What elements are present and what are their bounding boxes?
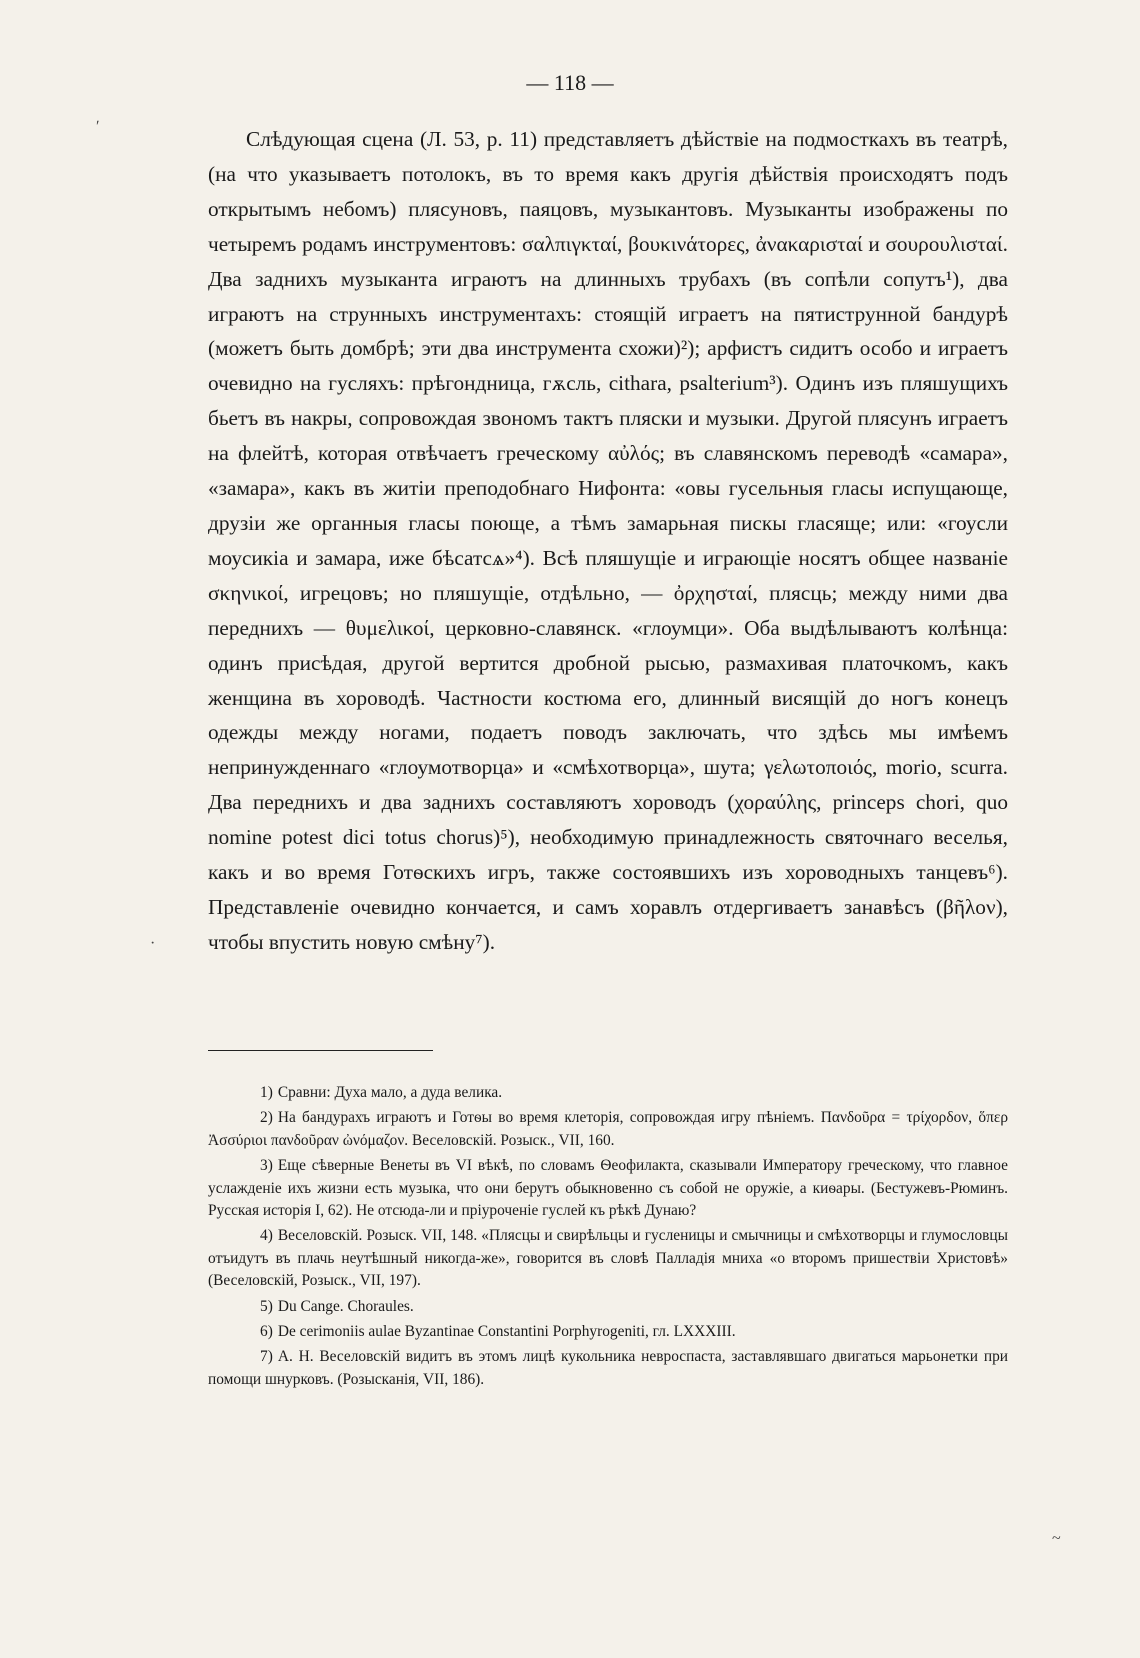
footnote-text: Du Cange. Choraules. <box>277 1297 414 1315</box>
footnote-text: De cerimoniis aulae Byzantinae Constantini Porphyrogeniti, гл. LXXXIII. <box>277 1323 736 1341</box>
page-number: — 118 — <box>526 70 614 95</box>
footnote-6 <box>208 1321 1008 1343</box>
footnote-text: Сравни: Духа мало, а дуда велика. <box>277 1084 503 1101</box>
footnote-number: 7) <box>260 1348 273 1366</box>
footnote-separator <box>208 1050 433 1051</box>
footnote-text: А. Н. Веселовскій видитъ въ этомъ лицѣ кукольника невроспаста, заставлявшаго двигаться марьонетки при помощи шнурковъ. (Розысканія, VII, 186). <box>208 1348 1008 1388</box>
footnote-1 <box>208 1082 1008 1104</box>
footnote-4 <box>208 1225 1008 1292</box>
footnote-number: 2) <box>260 1109 273 1127</box>
scan-speck: · <box>150 935 156 952</box>
main-paragraph: Слѣдующая сцена (Л. 53, р. 11) представляетъ дѣйствіе на подмосткахъ въ театрѣ, (на что указываетъ потолокъ, въ то время какъ другія дѣйствія происходятъ подъ открытымъ небомъ) плясуновъ, паяцовъ, музыкантовъ. Музыканты изображены по четыремъ родамъ инструментовъ: σαλπιγκταί, βουκινάτορες, ἀνακαρισταί и σουρουλισταί. Два заднихъ музыканта играютъ на длинныхъ трубахъ (въ сопѣли сопутъ¹), два играютъ на струнныхъ инструментахъ: стоящій играетъ на пятиструнной бандурѣ (можетъ быть домбрѣ; эти два инструмента схожи)²); арфистъ сидитъ особо и играетъ очевидно на гусляхъ: прѣгондница, гѫсль, cithara, psalterium³). Одинъ изъ пляшущихъ бьетъ въ накры, сопровождая звономъ тактъ пляски и музыки. Другой плясунъ играетъ на флейтѣ, которая отвѣчаетъ греческому αὐλός; въ славянскомъ переводѣ «самара», «замара», какъ въ житіи преподобнаго Нифонта: «овы гусельныя гласы испущающе, друзіи же органныя гласы поюще, а тѣмъ замарьная пискы гласяще; или: «гоусли моусикіа и замара, иже бѣсатсѧ»⁴). Всѣ пляшущіе и играющіе носятъ общее названіе σκηνικοί, игрецовъ; но пляшущіе, отдѣльно, — ὀρχησταί, плясць; между ними два переднихъ — θυμελικοί, церковно-славянск. «глоумци». Оба выдѣлываютъ колѣнца: одинъ присѣдая, другой вертится дробной рысью, размахивая платочкомъ, какъ женщина въ хороводѣ. Частности костюма его, длинный висящій до ногъ конецъ одежды между ногами, подаетъ поводъ заключать, что здѣсь мы имѣемъ непринужденнаго «глоумотворца» и «смѣхотворца», шута; γελωτοποιός, morio, scurra. Два переднихъ и два заднихъ составляютъ хороводъ (χοραύλης, princeps chori, quo nomine potest dici totus chorus)⁵), необходимую принадлежность святочнаго веселья, какъ и во время Готѳскихъ игръ, также состоявшихъ изъ хороводныхъ танцевъ⁶). Представленіе очевидно кончается, и самъ хоравлъ отдергиваетъ занавѣсъ (βῆλον), чтобы впустить новую смѣну⁷). <box>208 127 1008 954</box>
footnotes <box>208 1082 1008 1394</box>
footnote-number: 5) <box>260 1297 273 1315</box>
footnote-7 <box>208 1346 1008 1391</box>
footnote-text: Еще сѣверные Венеты въ VI вѣкѣ, по словамъ Ѳеофилакта, сказывали Императору греческому, что главное услажденіе ихъ жизни есть музыка, что они берутъ обыкновенно съ собой не оружіе, а киѳары. (Бестужевъ-Рюминъ. Русская исторія I, 62). Не отсюда-ли и пріуроченіе гуслей къ рѣкѣ Дунаю? <box>208 1157 1008 1220</box>
footnote-number: 6) <box>260 1323 273 1341</box>
scan-speck: ~ <box>1052 1530 1061 1547</box>
footnote-5 <box>208 1296 1008 1318</box>
footnote-2 <box>208 1107 1008 1152</box>
footnote-number: 3) <box>260 1157 273 1175</box>
footnote-text: На бандурахъ играютъ и Готѳы во время клеторія, сопровождая игру пѣніемъ. Πανδοῦρα = τρίχορδον, ὅπερ Ἀσσύριοι πανδοῦραν ὠνόμαζον. Веселовскій. Розыск., VII, 160. <box>208 1109 1008 1149</box>
scan-speck: ʹ <box>96 118 100 135</box>
footnote-3 <box>208 1155 1008 1222</box>
footnote-number: 1) <box>260 1084 273 1101</box>
footnote-text: Веселовскій. Розыск. VII, 148. «Плясцы и свирѣльцы и гусленицы и смычницы и смѣхотворцы и глумословцы отъидутъ въ плачь неутѣшный никогда-же», говорится въ словѣ Палладія мниха «о второмъ пришествіи Христовѣ» (Веселовскій, Розыск., VII, 197). <box>208 1227 1008 1290</box>
footnote-number: 4) <box>260 1227 273 1245</box>
